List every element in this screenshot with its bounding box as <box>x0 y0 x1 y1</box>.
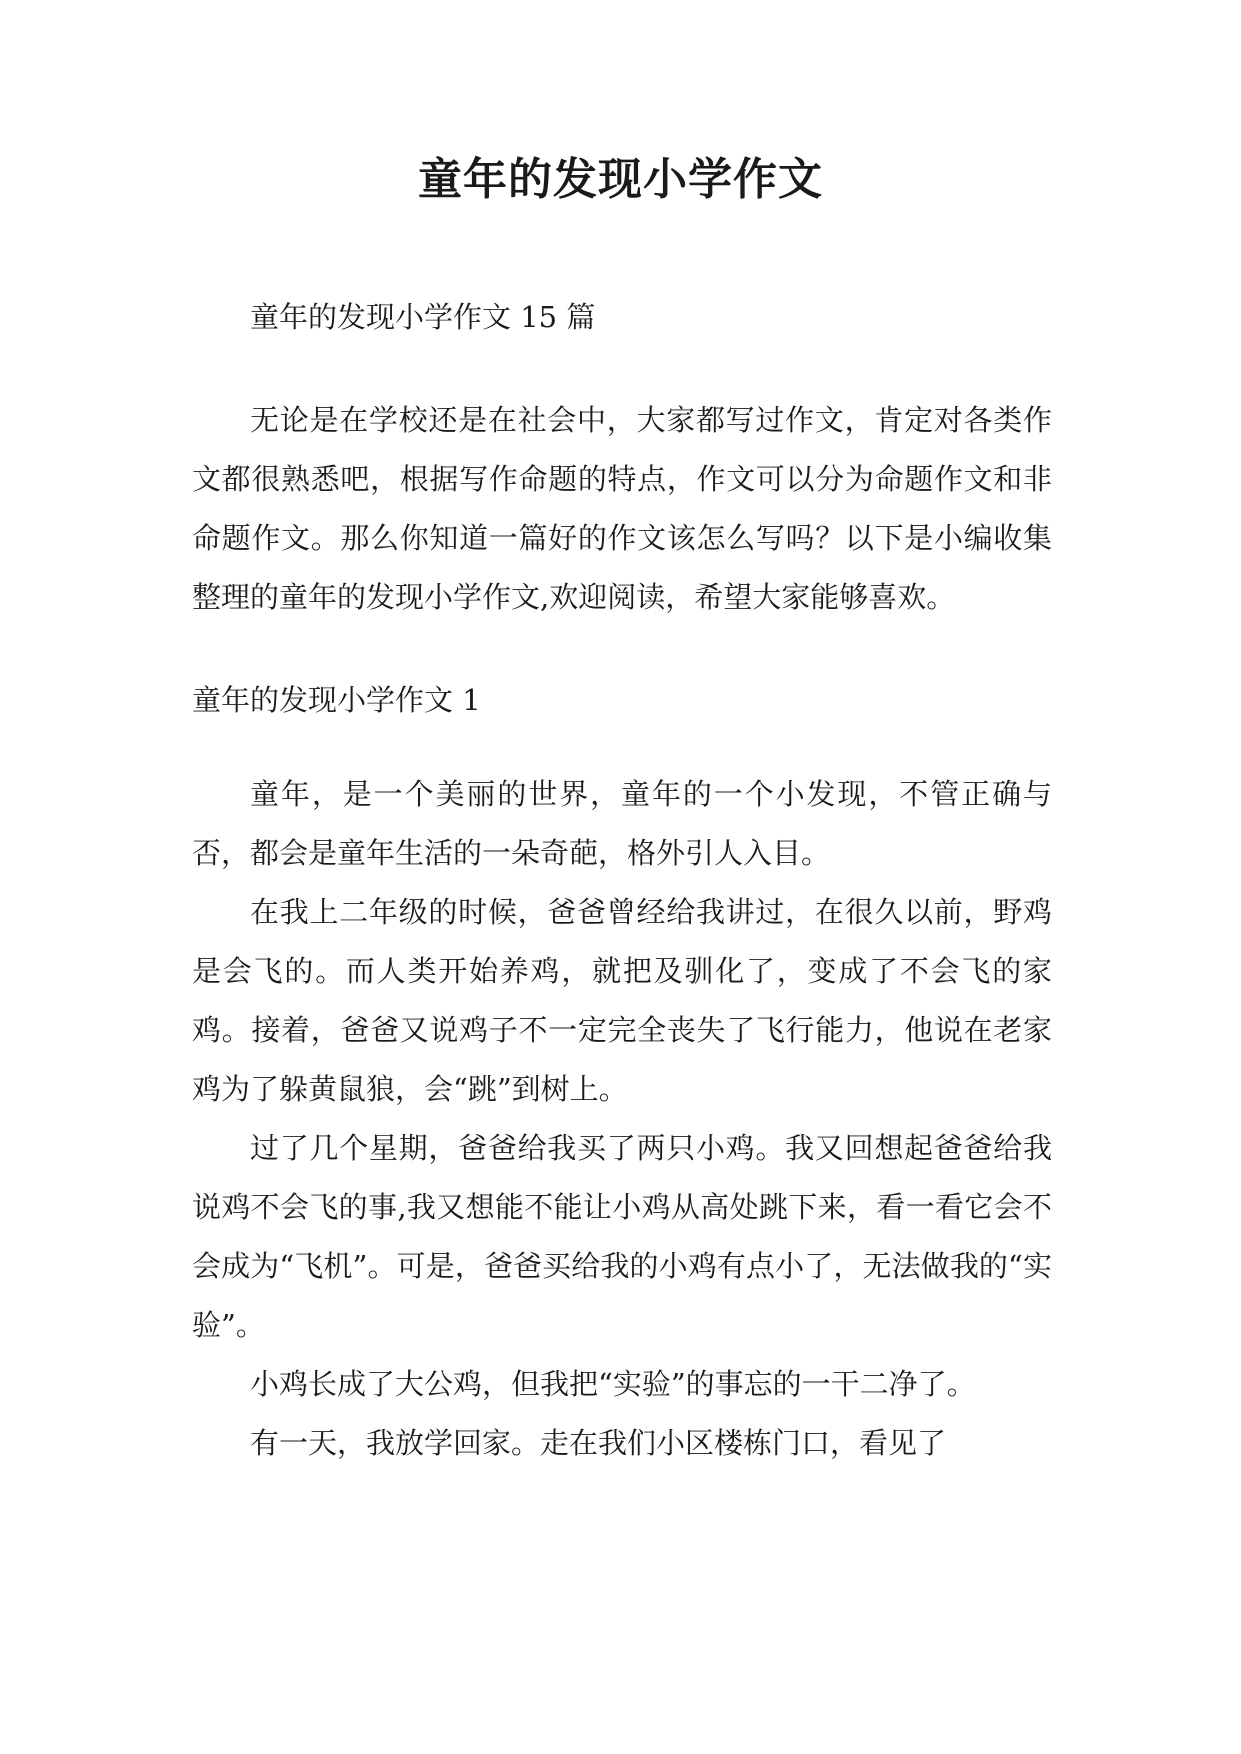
document-title: 童年的发现小学作文 <box>418 154 823 205</box>
document-subtitle: 童年的发现小学作文 15 篇 <box>250 300 596 334</box>
document-body <box>192 288 1052 1473</box>
body-paragraph: 在我上二年级的时候，爸爸曾经给我讲过，在很久以前，野鸡是会飞的。而人类开始养鸡，就把及驯化了，变成了不会飞的家鸡。接着，爸爸又说鸡子不一定完全丧失了飞行能力，他说在老家鸡为了躲黄鼠狼，会“跳”到树上。 <box>192 895 1052 1106</box>
body-paragraph: 童年，是一个美丽的世界，童年的一个小发现，不管正确与否，都会是童年生活的一朵奇葩，格外引人入目。 <box>192 777 1052 870</box>
section-heading: 童年的发现小学作文 1 <box>192 683 481 717</box>
body-paragraph: 有一天，我放学回家。走在我们小区楼栋门口，看见了 <box>250 1426 947 1460</box>
intro-paragraph: 无论是在学校还是在社会中，大家都写过作文，肯定对各类作文都很熟悉吧，根据写作命题的特点，作文可以分为命题作文和非命题作文。那么你知道一篇好的作文该怎么写吗？以下是小编收集整理的童年的发现小学作文,欢迎阅读，希望大家能够喜欢。 <box>192 403 1052 614</box>
body-paragraph: 过了几个星期，爸爸给我买了两只小鸡。我又回想起爸爸给我说鸡不会飞的事,我又想能不能让小鸡从高处跳下来，看一看它会不会成为“飞机”。可是，爸爸买给我的小鸡有点小了，无法做我的“实验”。 <box>192 1131 1052 1342</box>
body-paragraph: 小鸡长成了大公鸡，但我把“实验”的事忘的一干二净了。 <box>250 1367 976 1401</box>
